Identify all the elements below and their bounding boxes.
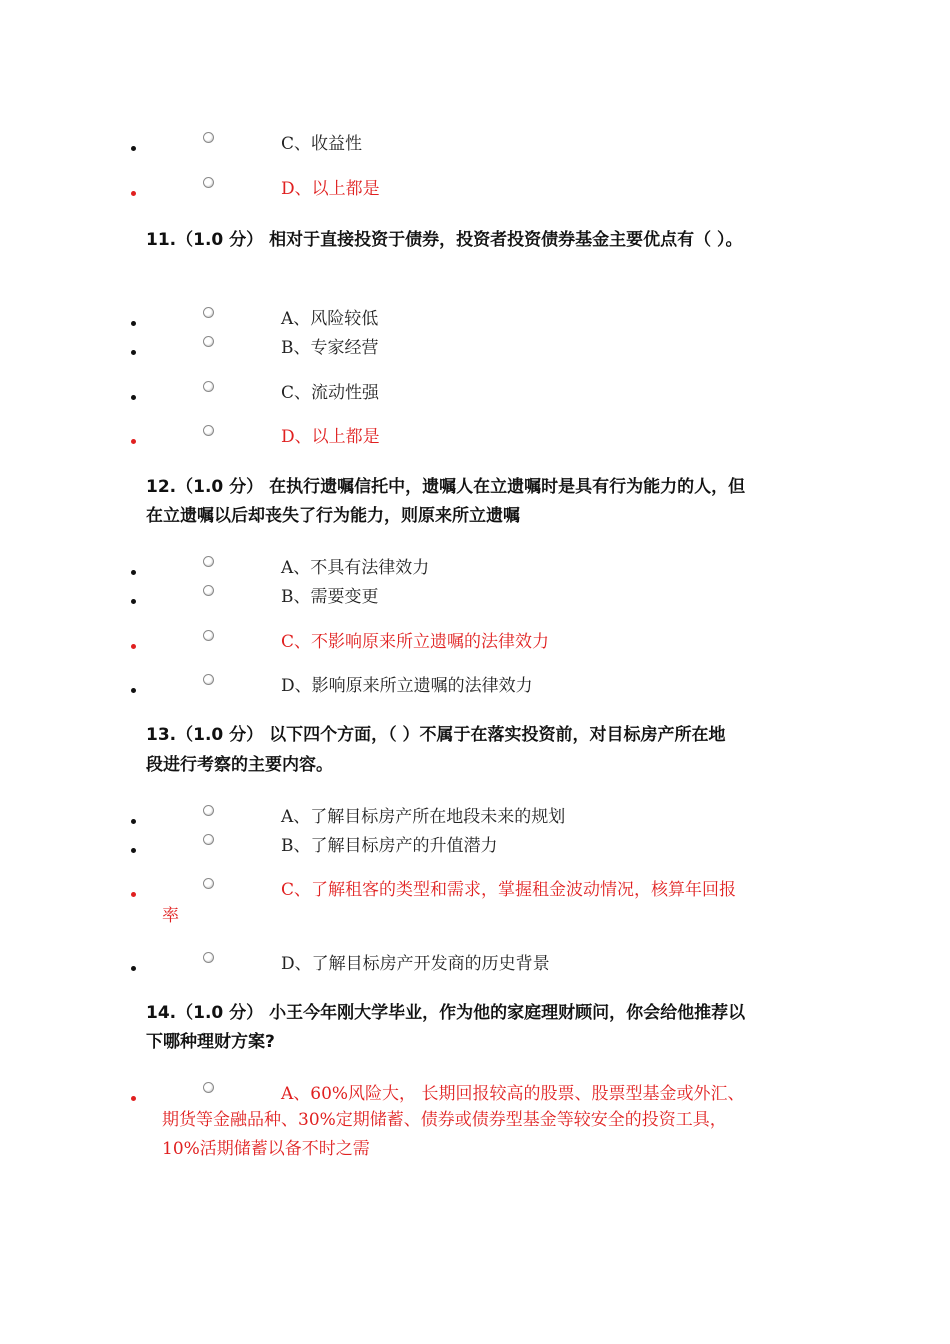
option-label: C、了解租客的类型和需求，掌握租金波动情况，核算年回报 — [281, 880, 737, 900]
radio-icon[interactable] — [203, 878, 214, 889]
radio-icon[interactable] — [203, 425, 214, 436]
option-label: D、了解目标房产开发商的历史背景 — [281, 954, 550, 974]
bullet-icon — [131, 1096, 136, 1101]
option-label-continued: 期货等金融品种、30%定期储蓄、债券或债券型基金等较安全的投资工具， — [162, 1110, 727, 1130]
radio-icon[interactable] — [203, 556, 214, 567]
bullet-icon — [131, 644, 136, 649]
bullet-icon — [131, 395, 136, 400]
radio-icon[interactable] — [203, 630, 214, 641]
radio-icon[interactable] — [203, 674, 214, 685]
option-label: A、了解目标房产所在地段未来的规划 — [281, 807, 566, 827]
bullet-icon — [131, 350, 136, 355]
question-title: 下哪种理财方案? — [146, 1032, 275, 1052]
bullet-icon — [131, 439, 136, 444]
radio-icon[interactable] — [203, 834, 214, 845]
question-title: 13.（1.0 分） 以下四个方面，（ ）不属于在落实投资前，对目标房产所在地 — [146, 725, 726, 745]
option-label: A、风险较低 — [281, 309, 379, 329]
bullet-icon — [131, 848, 136, 853]
radio-icon[interactable] — [203, 585, 214, 596]
bullet-icon — [131, 892, 136, 897]
option-label: C、流动性强 — [281, 383, 380, 403]
option-label: B、需要变更 — [281, 587, 379, 607]
radio-icon[interactable] — [203, 132, 214, 143]
option-label-continued: 10%活期储蓄以备不时之需 — [162, 1139, 370, 1159]
option-label: B、专家经营 — [281, 338, 379, 358]
bullet-icon — [131, 570, 136, 575]
option-label: A、60%风险大， 长期回报较高的股票、股票型基金或外汇、 — [281, 1084, 745, 1104]
radio-icon[interactable] — [203, 952, 214, 963]
radio-icon[interactable] — [203, 177, 214, 188]
option-label: D、以上都是 — [281, 179, 380, 199]
bullet-icon — [131, 966, 136, 971]
radio-icon[interactable] — [203, 381, 214, 392]
question-title: 14.（1.0 分） 小王今年刚大学毕业，作为他的家庭理财顾问，你会给他推荐以 — [146, 1003, 746, 1023]
bullet-icon — [131, 146, 136, 151]
radio-icon[interactable] — [203, 805, 214, 816]
radio-icon[interactable] — [203, 1082, 214, 1093]
option-label: C、不影响原来所立遗嘱的法律效力 — [281, 632, 550, 652]
radio-icon[interactable] — [203, 307, 214, 318]
bullet-icon — [131, 191, 136, 196]
question-title: 段进行考察的主要内容。 — [146, 755, 333, 775]
bullet-icon — [131, 599, 136, 604]
option-label: A、不具有法律效力 — [281, 558, 430, 578]
option-label: B、了解目标房产的升值潜力 — [281, 836, 498, 856]
option-label: C、收益性 — [281, 134, 363, 154]
radio-icon[interactable] — [203, 336, 214, 347]
question-title: 在立遗嘱以后却丧失了行为能力，则原来所立遗嘱 — [146, 506, 520, 526]
question-title: 11.（1.0 分） 相对于直接投资于债券，投资者投资债券基金主要优点有（ ）。 — [146, 230, 743, 250]
bullet-icon — [131, 321, 136, 326]
option-label-continued: 率 — [162, 906, 179, 926]
bullet-icon — [131, 688, 136, 693]
option-label: D、以上都是 — [281, 427, 380, 447]
bullet-icon — [131, 819, 136, 824]
question-title: 12.（1.0 分） 在执行遗嘱信托中，遗嘱人在立遗嘱时是具有行为能力的人，但 — [146, 477, 746, 497]
option-label: D、影响原来所立遗嘱的法律效力 — [281, 676, 533, 696]
